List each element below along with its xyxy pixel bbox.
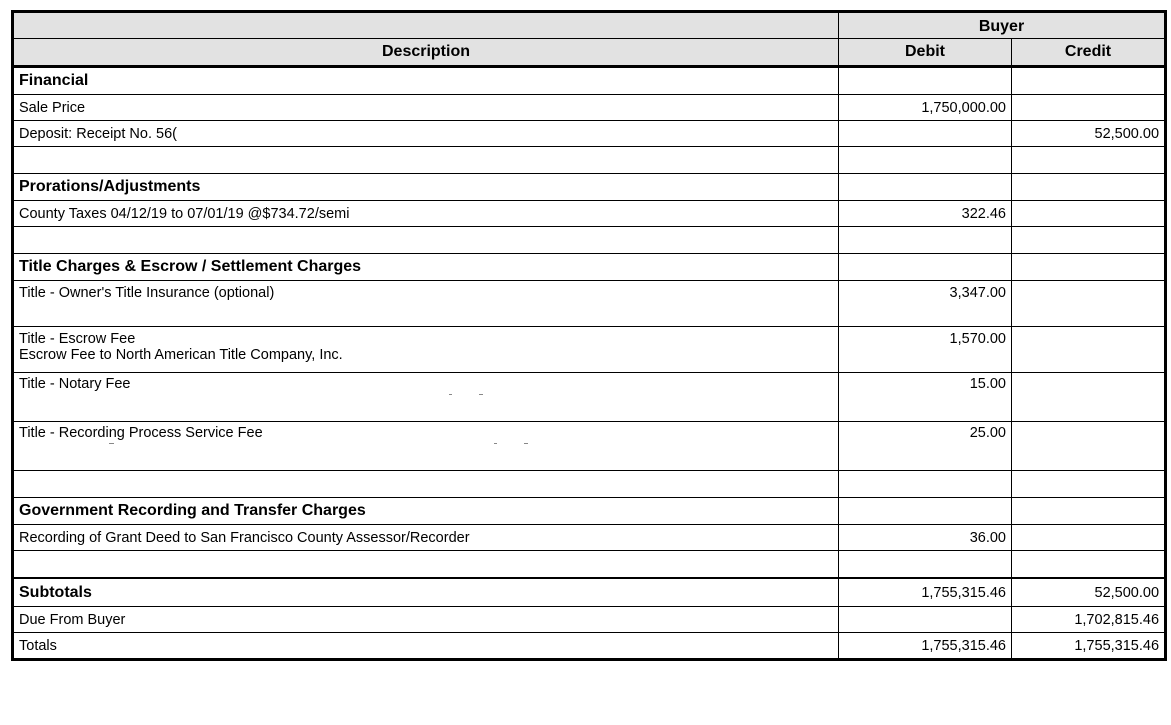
due-from-buyer-row	[14, 607, 1165, 633]
section-title-charges	[14, 254, 1165, 281]
section-title: Prorations/Adjustments	[14, 174, 839, 201]
row-debit: 1,570.00	[839, 327, 1012, 373]
blank-row	[14, 227, 1165, 254]
blank-row	[14, 551, 1165, 579]
settlement-statement-table	[13, 12, 1165, 659]
due-from-buyer-credit: 1,702,815.46	[1012, 607, 1165, 633]
section-title: Title Charges & Escrow / Settlement Charges	[14, 254, 839, 281]
table-row-owners-insurance	[14, 281, 1165, 327]
subtotals-row	[14, 578, 1165, 607]
row-label: Title - Recording Process Service Fee	[19, 425, 263, 441]
row-label: Recording of Grant Deed to San Francisco County Assessor/Recorder	[14, 525, 839, 551]
row-label: Deposit: Receipt No. 56(	[14, 121, 839, 147]
row-debit: 15.00	[839, 373, 1012, 422]
subtotals-credit: 52,500.00	[1012, 578, 1165, 607]
row-credit	[1012, 281, 1165, 327]
row-sublabel: Escrow Fee to North American Title Company, Inc.	[19, 347, 343, 363]
due-from-buyer-label: Due From Buyer	[14, 607, 839, 633]
row-debit: 3,347.00	[839, 281, 1012, 327]
section-financial	[14, 67, 1165, 95]
row-debit: 25.00	[839, 422, 1012, 471]
table-row-recording-service	[14, 422, 1165, 471]
totals-credit: 1,755,315.46	[1012, 633, 1165, 659]
row-credit	[1012, 525, 1165, 551]
row-label-cell	[14, 373, 839, 422]
header-blank-cell	[14, 13, 839, 39]
row-label: Title - Owner's Title Insurance (optional)	[14, 281, 839, 327]
table-row-county-taxes	[14, 201, 1165, 227]
row-debit: 36.00	[839, 525, 1012, 551]
row-label-cell	[14, 327, 839, 373]
credit-header: Credit	[1012, 39, 1165, 67]
totals-row	[14, 633, 1165, 659]
table-row-deposit	[14, 121, 1165, 147]
subtotals-label: Subtotals	[14, 578, 839, 607]
row-label: Title - Notary Fee	[19, 376, 131, 392]
row-credit	[1012, 95, 1165, 121]
table-row-grant-deed	[14, 525, 1165, 551]
blank-row	[14, 471, 1165, 498]
faint-mark	[19, 392, 833, 398]
row-label: County Taxes 04/12/19 to 07/01/19 @$734.72/semi	[14, 201, 839, 227]
table-row-escrow-fee	[14, 327, 1165, 373]
due-from-buyer-debit	[839, 607, 1012, 633]
totals-debit: 1,755,315.46	[839, 633, 1012, 659]
row-debit: 322.46	[839, 201, 1012, 227]
subtotals-debit: 1,755,315.46	[839, 578, 1012, 607]
section-government	[14, 498, 1165, 525]
table-row-notary-fee	[14, 373, 1165, 422]
row-credit: 52,500.00	[1012, 121, 1165, 147]
totals-label: Totals	[14, 633, 839, 659]
blank-row	[14, 147, 1165, 174]
section-title: Financial	[14, 67, 839, 95]
section-prorations	[14, 174, 1165, 201]
row-credit	[1012, 201, 1165, 227]
table-row-sale-price	[14, 95, 1165, 121]
row-debit: 1,750,000.00	[839, 95, 1012, 121]
row-credit	[1012, 422, 1165, 471]
buyer-header: Buyer	[839, 13, 1165, 39]
row-debit	[839, 121, 1012, 147]
row-label-cell	[14, 422, 839, 471]
description-header: Description	[14, 39, 839, 67]
row-label: Title - Escrow Fee	[19, 331, 136, 347]
row-credit	[1012, 327, 1165, 373]
section-title: Government Recording and Transfer Charges	[14, 498, 839, 525]
row-label: Sale Price	[14, 95, 839, 121]
debit-header: Debit	[839, 39, 1012, 67]
row-credit	[1012, 373, 1165, 422]
faint-mark	[19, 441, 833, 447]
